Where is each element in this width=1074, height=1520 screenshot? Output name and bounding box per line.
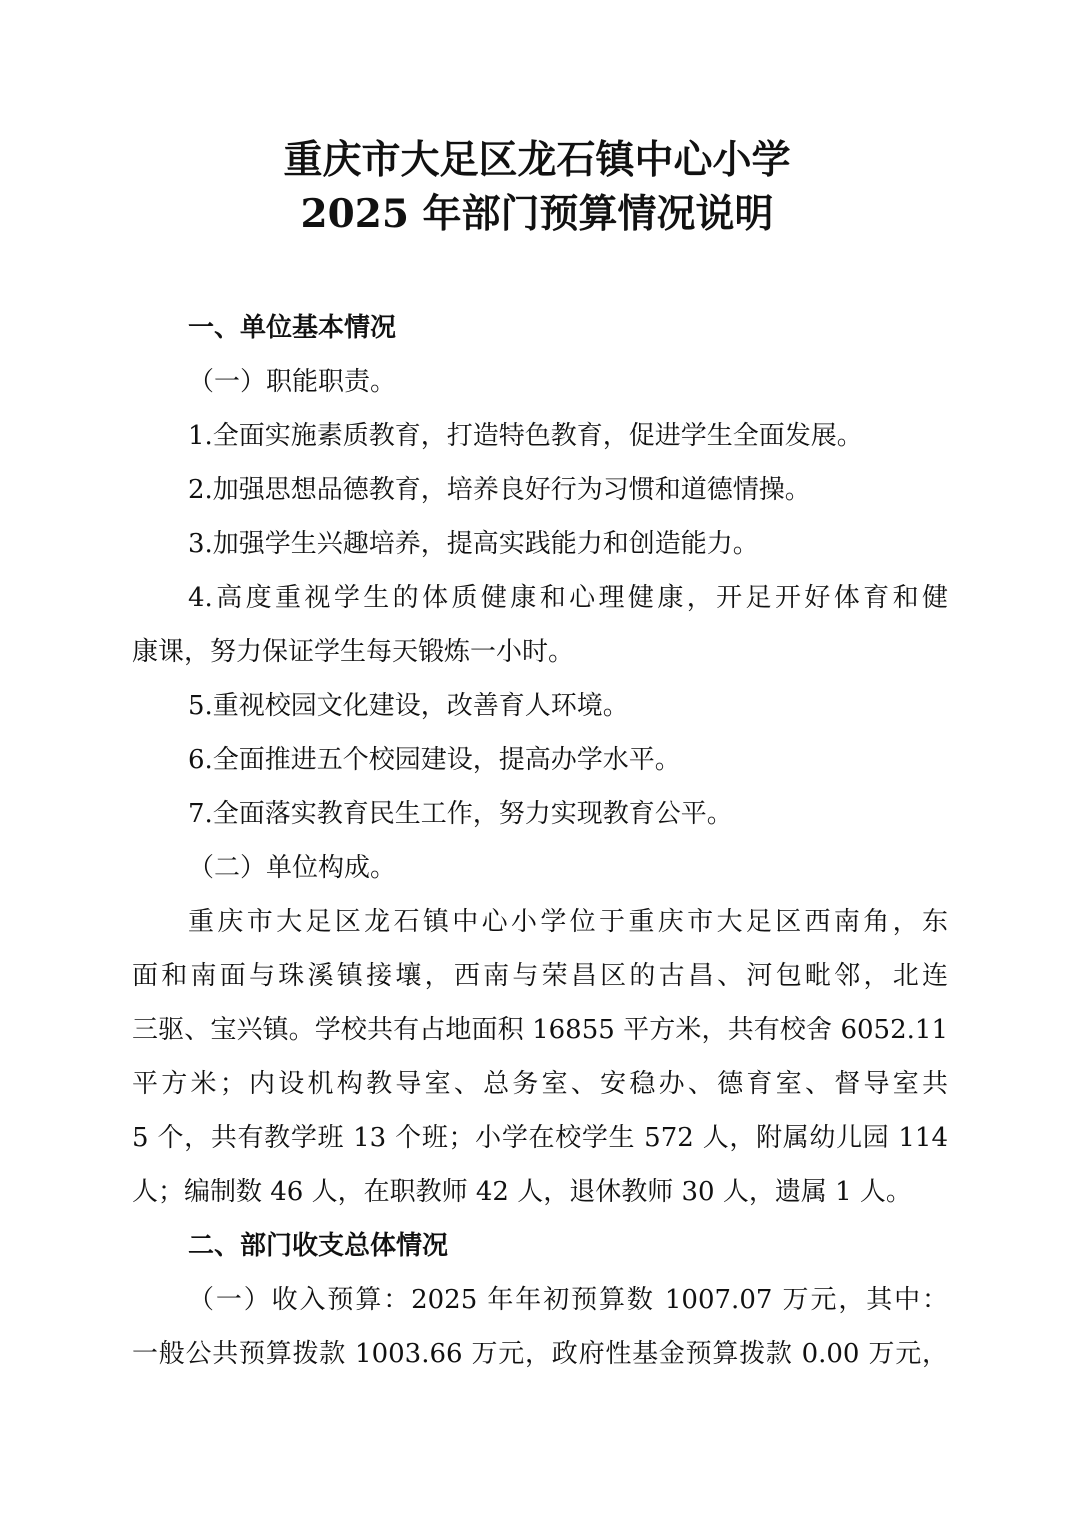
duty-item-3: 3.加强学生兴趣培养，提高实践能力和创造能力。: [188, 529, 759, 559]
composition-line-6: 人；编制数 46 人，在职教师 42 人，退休教师 30 人，遗属 1 人。: [132, 1177, 912, 1207]
composition-line-5: 5 个，共有教学班 13 个班；小学在校学生 572 人，附属幼儿园 114: [132, 1123, 948, 1153]
composition-line-1: 重庆市大足区龙石镇中心小学位于重庆市大足区西南角，东: [188, 907, 948, 937]
composition-line-4: 平方米；内设机构教导室、总务室、安稳办、德育室、督导室共: [132, 1069, 948, 1099]
duty-item-2: 2.加强思想品德教育，培养良好行为习惯和道德情操。: [188, 475, 811, 505]
section-heading-unit-basics: 一、单位基本情况: [188, 313, 397, 343]
section-heading-budget-overview: 二、部门收支总体情况: [188, 1231, 449, 1261]
income-line-2: 一般公共预算拨款 1003.66 万元，政府性基金预算拨款 0.00 万元，: [132, 1339, 948, 1369]
duty-item-4-continued: 康课，努力保证学生每天锻炼一小时。: [132, 637, 575, 667]
composition-line-2: 面和南面与珠溪镇接壤，西南与荣昌区的古昌、河包毗邻，北连: [132, 961, 948, 991]
subheading-composition: （二）单位构成。: [188, 853, 397, 883]
document-title-line-2: 2025 年部门预算情况说明: [300, 191, 774, 237]
duty-item-5: 5.重视校园文化建设，改善育人环境。: [188, 691, 629, 721]
composition-line-3: 三驱、宝兴镇。学校共有占地面积 16855 平方米，共有校舍 6052.11: [132, 1015, 948, 1045]
duty-item-1: 1.全面实施素质教育，打造特色教育，促进学生全面发展。: [188, 421, 863, 451]
document-title-line-1: 重庆市大足区龙石镇中心小学: [283, 137, 791, 183]
duty-item-6: 6.全面推进五个校园建设，提高办学水平。: [188, 745, 681, 775]
income-line-1: （一）收入预算：2025 年年初预算数 1007.07 万元，其中：: [188, 1285, 948, 1315]
duty-item-4: 4.高度重视学生的体质健康和心理健康，开足开好体育和健: [188, 583, 948, 613]
subheading-duties: （一）职能职责。: [188, 367, 397, 397]
duty-item-7: 7.全面落实教育民生工作，努力实现教育公平。: [188, 799, 733, 829]
